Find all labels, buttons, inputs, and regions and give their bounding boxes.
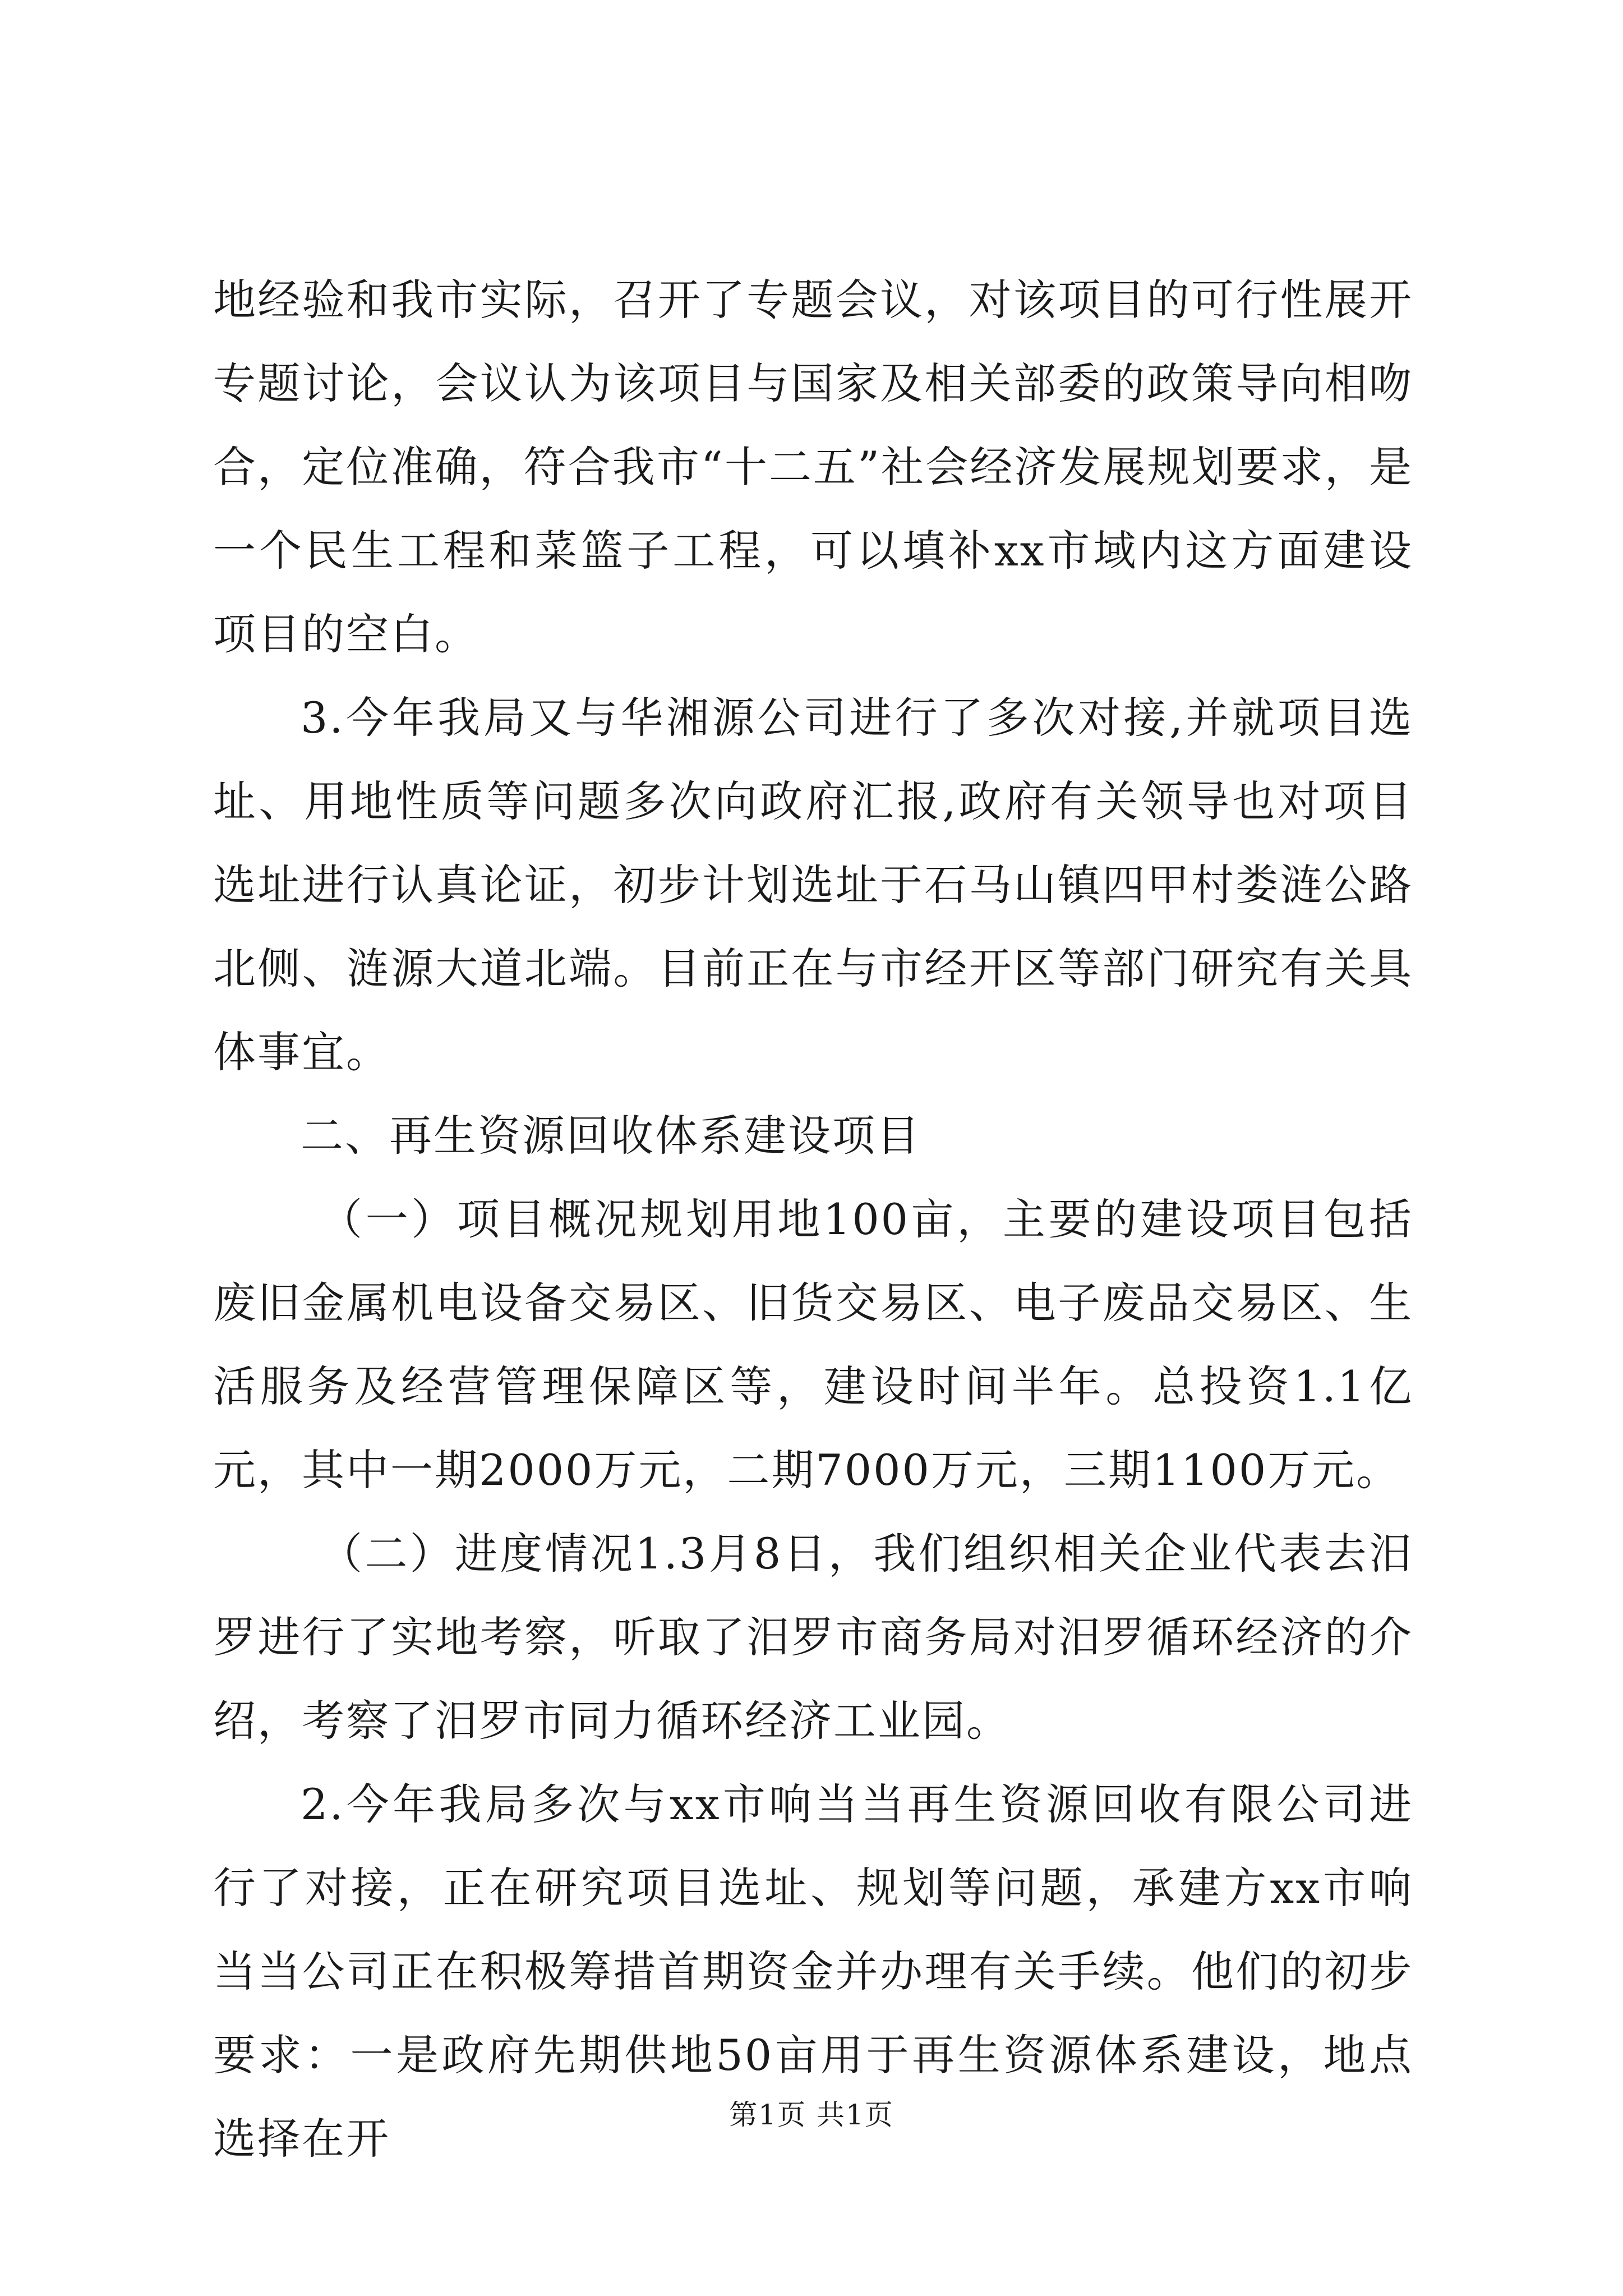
document-body [213,258,1413,2180]
page-footer: 第1页 共1页 [729,2099,894,2131]
paragraph-progress: （二）进度情况1.3月8日，我们组织相关企业代表去汨罗进行了实地考察，听取了汨罗市商务局对汨罗循环经济的介绍，考察了汨罗市同力循环经济工业园。 [213,1529,1413,1746]
paragraph-item-2: 2.今年我局多次与xx市响当当再生资源回收有限公司进行了对接，正在研究项目选址、规划等问题，承建方xx市响当当公司正在积极筹措首期资金并办理有关手续。他们的初步要求：一是政府先期供地50亩用于再生资源体系建设，地点选择在开 [213,1779,1413,2164]
paragraph-continuation: 地经验和我市实际，召开了专题会议，对该项目的可行性展开专题讨论，会议认为该项目与国家及相关部委的政策导向相吻合，定位准确，符合我市“十二五”社会经济发展规划要求，是一个民生工程和菜篮子工程，可以填补xx市域内这方面建设项目的空白。 [213,275,1413,659]
paragraph-project-overview: （一）项目概况规划用地100亩，主要的建设项目包括废旧金属机电设备交易区、旧货交易区、电子废品交易区、生活服务及经营管理保障区等，建设时间半年。总投资1.1亿元，其中一期2000万元，二期7000万元，三期1100万元。 [213,1194,1413,1495]
section-heading: 二、再生资源回收体系建设项目 [301,1111,921,1161]
paragraph-item-3: 3.今年我局又与华湘源公司进行了多次对接,并就项目选址、用地性质等问题多次向政府汇报,政府有关领导也对项目选址进行认真论证，初步计划选址于石马山镇四甲村娄涟公路北侧、涟源大道北端。目前正在与市经开区等部门研究有关具体事宜。 [213,693,1413,1077]
